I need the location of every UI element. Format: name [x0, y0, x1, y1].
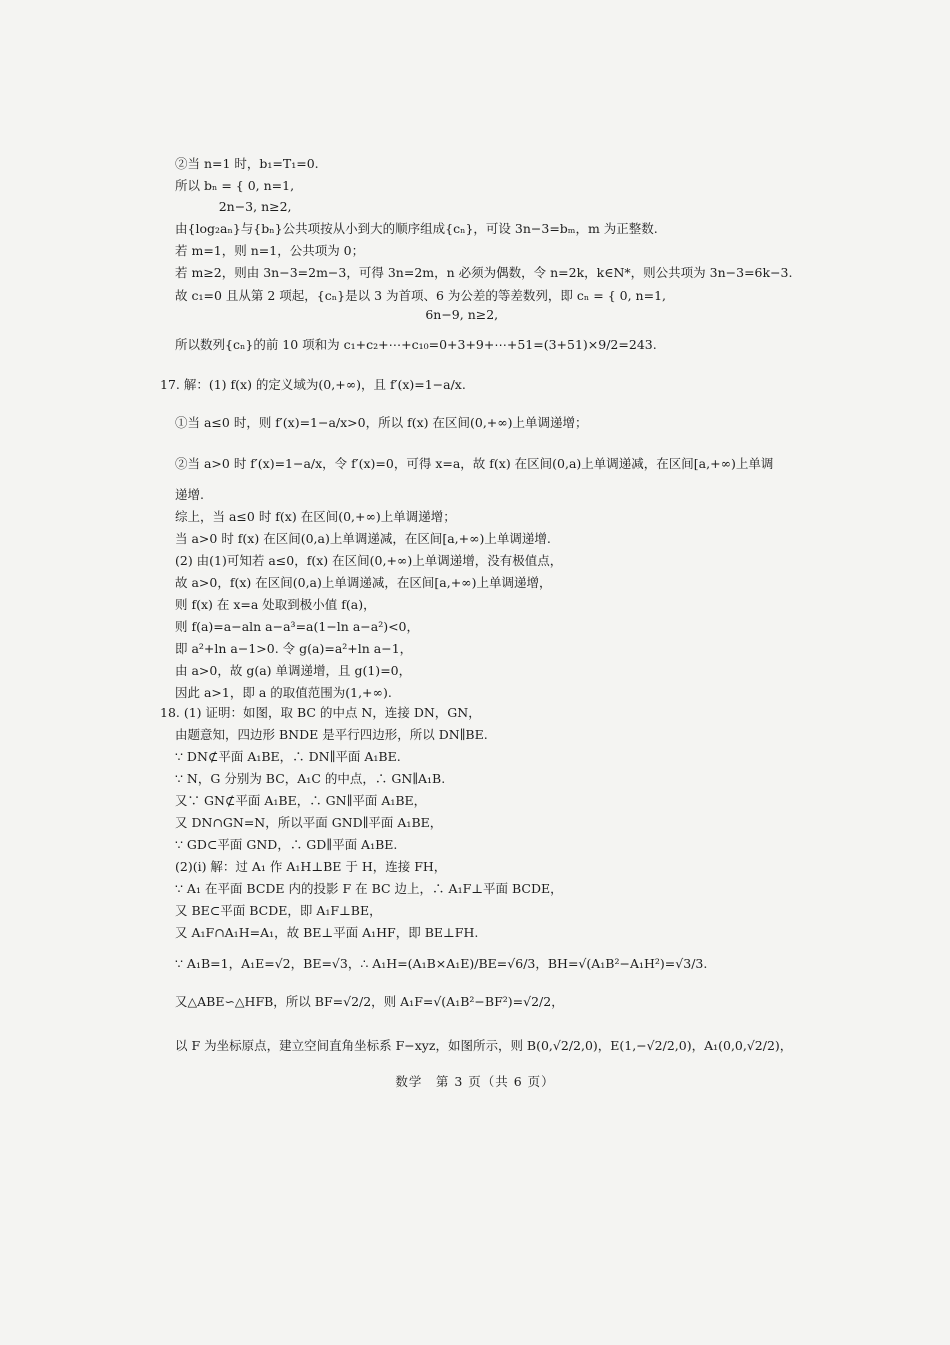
text-line: 由题意知，四边形 BNDE 是平行四边形，所以 DN∥BE.: [175, 727, 488, 742]
text-line: 即 a²+ln a−1>0. 令 g(a)=a²+ln a−1，: [175, 641, 413, 656]
text-line: ∵ A₁B=1，A₁E=√2，BE=√3，∴ A₁H=(A₁B×A₁E)/BE=√6/3，BH=√(A₁B²−A₁H²)=√3/3.: [175, 956, 708, 971]
text-line: 2n−3, n≥2,: [175, 199, 292, 214]
text-line: 以 F 为坐标原点，建立空间直角坐标系 F−xyz，如图所示，则 B(0,√2/2,0)，E(1,−√2/2,0)，A₁(0,0,√2/2)，: [175, 1038, 793, 1053]
text-line: ∵ GD⊂平面 GND，∴ GD∥平面 A₁BE.: [175, 837, 398, 852]
text-line: ②当 n=1 时，b₁=T₁=0.: [175, 156, 319, 171]
text-line: 则 f(x) 在 x=a 处取到极小值 f(a)，: [175, 597, 376, 612]
text-line: 又 DN∩GN=N，所以平面 GND∥平面 A₁BE，: [175, 815, 443, 830]
text-line: 又 BE⊂平面 BCDE，即 A₁F⊥BE，: [175, 903, 382, 918]
question-18-heading: 18. (1) 证明：如图，取 BC 的中点 N，连接 DN，GN，: [160, 705, 481, 720]
text-line: 故 a>0，f(x) 在区间(0,a)上单调递减，在区间[a,+∞)上单调递增，: [175, 575, 552, 590]
text-line: ∵ A₁ 在平面 BCDE 内的投影 F 在 BC 边上，∴ A₁F⊥平面 BCDE，: [175, 881, 563, 896]
text-line: 又 A₁F∩A₁H=A₁，故 BE⊥平面 A₁HF，即 BE⊥FH.: [175, 925, 479, 940]
text-line: 若 m≥2，则由 3n−3=2m−3，可得 3n=2m，n 必须为偶数，令 n=2k，k∈N*，则公共项为 3n−3=6k−3.: [175, 265, 793, 280]
text-line: 所以数列{cₙ}的前 10 项和为 c₁+c₂+⋯+c₁₀=0+3+9+⋯+51=(3+51)×9/2=243.: [175, 337, 657, 352]
text-line: 又△ABE∽△HFB，所以 BF=√2/2，则 A₁F=√(A₁B²−BF²)=√2/2，: [175, 994, 564, 1009]
text-line: ∵ DN⊄平面 A₁BE，∴ DN∥平面 A₁BE.: [175, 749, 401, 764]
text-line: 由 a>0，故 g(a) 单调递增，且 g(1)=0，: [175, 663, 412, 678]
text-line: ②当 a>0 时 f′(x)=1−a/x，令 f′(x)=0，可得 x=a，故 f(x) 在区间(0,a)上单调递减，在区间[a,+∞)上单调: [175, 456, 774, 471]
page-footer: 数学 第 3 页（共 6 页）: [395, 1074, 555, 1089]
text-line: 由{log₂aₙ}与{bₙ}公共项按从小到大的顺序组成{cₙ}，可设 3n−3=bₘ，m 为正整数.: [175, 221, 658, 236]
text-line: ∵ N，G 分别为 BC，A₁C 的中点，∴ GN∥A₁B.: [175, 771, 446, 786]
text-line: 综上，当 a≤0 时 f(x) 在区间(0,+∞)上单调递增；: [175, 509, 456, 524]
text-line: (2)(i) 解：过 A₁ 作 A₁H⊥BE 于 H，连接 FH，: [175, 859, 447, 874]
text-line: 又∵ GN⊄平面 A₁BE，∴ GN∥平面 A₁BE，: [175, 793, 427, 808]
text-line: 当 a>0 时 f(x) 在区间(0,a)上单调递减，在区间[a,+∞)上单调递增.: [175, 531, 551, 546]
text-line: 所以 bₙ = { 0, n=1,: [175, 178, 295, 193]
text-line: 递增.: [175, 487, 204, 502]
text-line: ①当 a≤0 时，则 f′(x)=1−a/x>0，所以 f(x) 在区间(0,+∞)上单调递增；: [175, 415, 588, 430]
text-line: 若 m=1，则 n=1，公共项为 0；: [175, 243, 365, 258]
text-line: 6n−9, n≥2,: [175, 307, 499, 322]
text-line: 故 c₁=0 且从第 2 项起，{cₙ}是以 3 为首项、6 为公差的等差数列，即 cₙ = { 0, n=1,: [175, 288, 667, 303]
text-line: (2) 由(1)可知若 a≤0，f(x) 在区间(0,+∞)上单调递增，没有极值点，: [175, 553, 563, 568]
text-line: 则 f(a)=a−aln a−a³=a(1−ln a−a²)<0，: [175, 619, 420, 634]
text-line: 因此 a>1，即 a 的取值范围为(1,+∞).: [175, 685, 392, 700]
question-17-heading: 17. 解：(1) f(x) 的定义域为(0,+∞)，且 f′(x)=1−a/x.: [160, 377, 466, 392]
